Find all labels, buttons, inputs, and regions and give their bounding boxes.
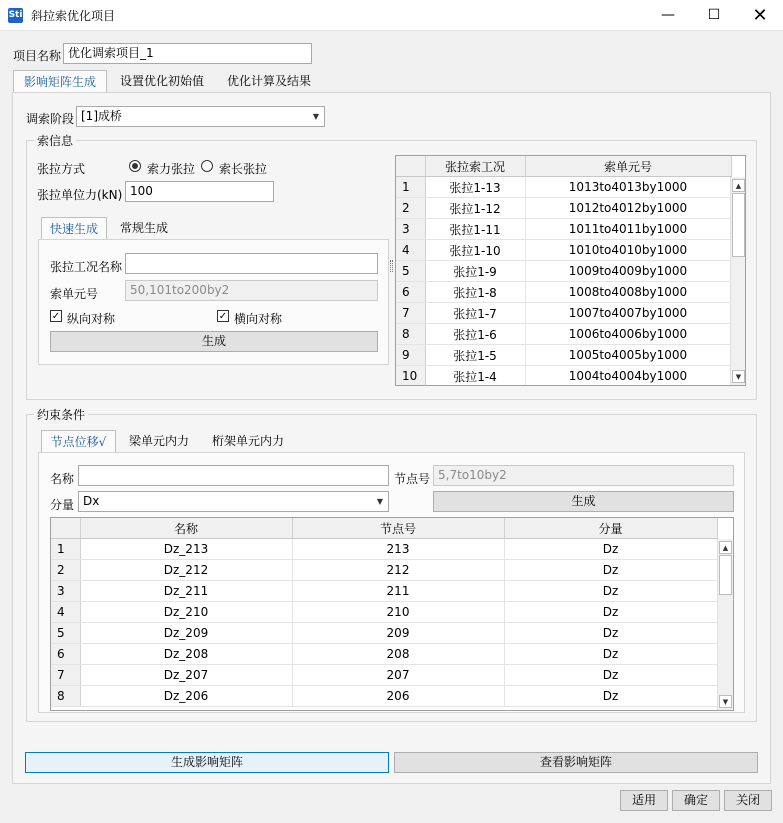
tension-mode-label: 张拉方式 [37,162,86,176]
table-row[interactable] [51,623,717,644]
ok-button[interactable]: 确定 [672,790,720,811]
title-bar [0,0,783,31]
table-cell: 1008to4008by1000 [525,282,731,303]
row-number[interactable]: 8 [51,686,80,707]
col-header-case[interactable]: 张拉索工况 [425,156,525,177]
table-cell: Dz [504,644,717,665]
table-row[interactable] [396,366,731,387]
table-cell: 1010to4010by1000 [525,240,731,261]
table-row[interactable] [396,198,731,219]
table-cell: 1004to4004by1000 [525,366,731,387]
row-header-corner [51,518,80,539]
scroll-thumb[interactable] [732,193,745,257]
case-name-input[interactable] [125,253,378,274]
tab-beam-force[interactable]: 梁单元内力 [128,434,189,448]
constraint-table-scrollbar[interactable] [717,539,734,711]
case-name-label: 张拉工况名称 [50,260,123,274]
table-cell: Dz_207 [80,665,292,686]
node-input[interactable]: 5,7to10by2 [433,465,734,486]
splitter-handle[interactable] [390,260,393,272]
row-number[interactable]: 5 [396,261,425,282]
constraint-title: 约束条件 [34,406,88,423]
row-number[interactable]: 5 [51,623,80,644]
table-cell: Dz_208 [80,644,292,665]
table-row[interactable] [396,240,731,261]
row-number[interactable]: 3 [396,219,425,240]
scroll-down-icon[interactable]: ▼ [732,370,745,383]
table-cell: 1009to4009by1000 [525,261,731,282]
row-number[interactable]: 2 [51,560,80,581]
cable-table [395,155,746,386]
col-header-elem[interactable]: 索单元号 [525,156,731,177]
scroll-up-icon[interactable]: ▲ [732,179,745,192]
row-number[interactable]: 7 [396,303,425,324]
table-cell: 206 [292,686,504,707]
table-cell: 张拉1-6 [425,324,525,345]
table-row[interactable] [51,686,717,707]
table-cell: 张拉1-7 [425,303,525,324]
table-cell: 1011to4011by1000 [525,219,731,240]
row-number[interactable]: 6 [51,644,80,665]
close-button[interactable]: 关闭 [724,790,772,811]
table-cell: 1013to4013by1000 [525,177,731,198]
tab-quick-generate[interactable]: 快速生成 [41,217,107,239]
row-number[interactable]: 6 [396,282,425,303]
unit-force-input[interactable]: 100 [125,181,274,202]
chevron-down-icon: ▼ [312,112,319,121]
col-header-component[interactable]: 分量 [504,518,717,539]
close-icon[interactable]: ✕ [752,5,768,26]
table-cell: 213 [292,539,504,560]
table-row[interactable] [51,644,717,665]
table-cell: Dz [504,665,717,686]
row-header-corner [396,156,425,177]
table-row[interactable] [396,177,731,198]
table-cell: Dz_212 [80,560,292,581]
table-cell: 209 [292,623,504,644]
table-cell: 208 [292,644,504,665]
table-row[interactable] [51,539,717,560]
check-trans-sym[interactable]: ✓ [218,311,228,322]
maximize-icon[interactable]: ☐ [707,7,721,23]
tab-influence-matrix[interactable]: 影响矩阵生成 [13,70,107,92]
constraint-name-label: 名称 [50,472,75,486]
check-long-label[interactable]: 纵向对称 [67,312,116,326]
table-cell: 210 [292,602,504,623]
row-number[interactable]: 8 [396,324,425,345]
table-cell: 张拉1-10 [425,240,525,261]
cable-generate-button[interactable]: 生成 [50,331,378,352]
table-row[interactable] [396,219,731,240]
table-cell: Dz [504,623,717,644]
stage-value: [1]成桥 [81,109,122,123]
component-label: 分量 [50,498,75,512]
table-row[interactable] [51,560,717,581]
window-title: 斜拉索优化项目 [31,9,116,23]
col-header-node[interactable]: 节点号 [292,518,504,539]
row-number[interactable]: 2 [396,198,425,219]
constraint-generate-button[interactable]: 生成 [433,491,734,512]
app-icon: Sti [8,8,23,23]
table-cell: 1007to4007by1000 [525,303,731,324]
scroll-down-icon[interactable]: ▼ [719,695,732,708]
table-row[interactable] [396,324,731,345]
table-row[interactable] [51,665,717,686]
table-row[interactable] [396,303,731,324]
component-select[interactable] [78,491,389,512]
unit-force-label: 张拉单位力(kN) [37,188,123,202]
col-header-name[interactable]: 名称 [80,518,292,539]
check-long-sym[interactable]: ✓ [51,311,61,322]
row-number[interactable]: 1 [396,177,425,198]
table-row[interactable] [396,261,731,282]
scroll-thumb[interactable] [719,555,732,595]
table-cell: 张拉1-11 [425,219,525,240]
tab-truss-force[interactable]: 桁架单元内力 [211,434,284,448]
constraint-table [50,517,734,711]
table-row[interactable] [51,581,717,602]
project-name-label: 项目名称 [13,49,62,63]
cable-elem-label: 索单元号 [50,287,99,301]
table-cell: 212 [292,560,504,581]
generate-matrix-button[interactable]: 生成影响矩阵 [25,752,389,773]
table-cell: 张拉1-12 [425,198,525,219]
table-cell: 张拉1-9 [425,261,525,282]
table-cell: Dz [504,581,717,602]
cable-elem-input[interactable]: 50,101to200by2 [125,280,378,301]
table-cell: Dz [504,686,717,707]
radio-force-tension[interactable] [129,160,141,172]
table-cell: 张拉1-8 [425,282,525,303]
component-value: Dx [83,494,100,508]
tab-regular-generate[interactable]: 常规生成 [119,221,168,235]
table-cell: Dz [504,539,717,560]
table-cell: Dz_210 [80,602,292,623]
table-row[interactable] [396,345,731,366]
table-cell: Dz [504,602,717,623]
view-matrix-button[interactable]: 查看影响矩阵 [394,752,758,773]
radio-length-tension[interactable] [201,160,213,172]
stage-label: 调索阶段 [26,112,75,126]
row-number[interactable]: 10 [396,366,425,387]
stage-select[interactable] [76,106,325,127]
table-cell: 211 [292,581,504,602]
table-cell: 张拉1-5 [425,345,525,366]
radio-force-label[interactable]: 索力张拉 [147,162,196,176]
table-row[interactable] [396,282,731,303]
row-number[interactable]: 4 [51,602,80,623]
row-number[interactable]: 3 [51,581,80,602]
table-cell: 张拉1-13 [425,177,525,198]
table-cell: 张拉1-4 [425,366,525,387]
cable-info-title: 索信息 [34,132,76,149]
constraint-name-input[interactable] [78,465,389,486]
row-number[interactable]: 9 [396,345,425,366]
scroll-up-icon[interactable]: ▲ [719,541,732,554]
tab-node-displacement[interactable]: 节点位移√ [41,430,116,452]
tab-initial-values[interactable]: 设置优化初始值 [119,74,204,88]
cable-table-scrollbar[interactable] [730,177,746,386]
tab-calc-results[interactable]: 优化计算及结果 [226,74,311,88]
table-cell: Dz_213 [80,539,292,560]
table-cell: 1005to4005by1000 [525,345,731,366]
table-cell: Dz [504,560,717,581]
table-cell: 1012to4012by1000 [525,198,731,219]
radio-length-label[interactable]: 索长张拉 [219,162,268,176]
chevron-down-icon: ▼ [376,497,383,506]
check-trans-label[interactable]: 横向对称 [234,312,283,326]
table-cell: Dz_209 [80,623,292,644]
apply-button[interactable]: 适用 [620,790,668,811]
table-cell: Dz_211 [80,581,292,602]
minimize-icon[interactable]: — [661,7,675,23]
table-cell: 1006to4006by1000 [525,324,731,345]
table-cell: 207 [292,665,504,686]
table-cell: Dz_206 [80,686,292,707]
node-label: 节点号 [394,472,431,486]
row-number[interactable]: 1 [51,539,80,560]
table-row[interactable] [51,602,717,623]
project-name-input[interactable]: 优化调索项目_1 [63,43,312,64]
row-number[interactable]: 4 [396,240,425,261]
row-number[interactable]: 7 [51,665,80,686]
